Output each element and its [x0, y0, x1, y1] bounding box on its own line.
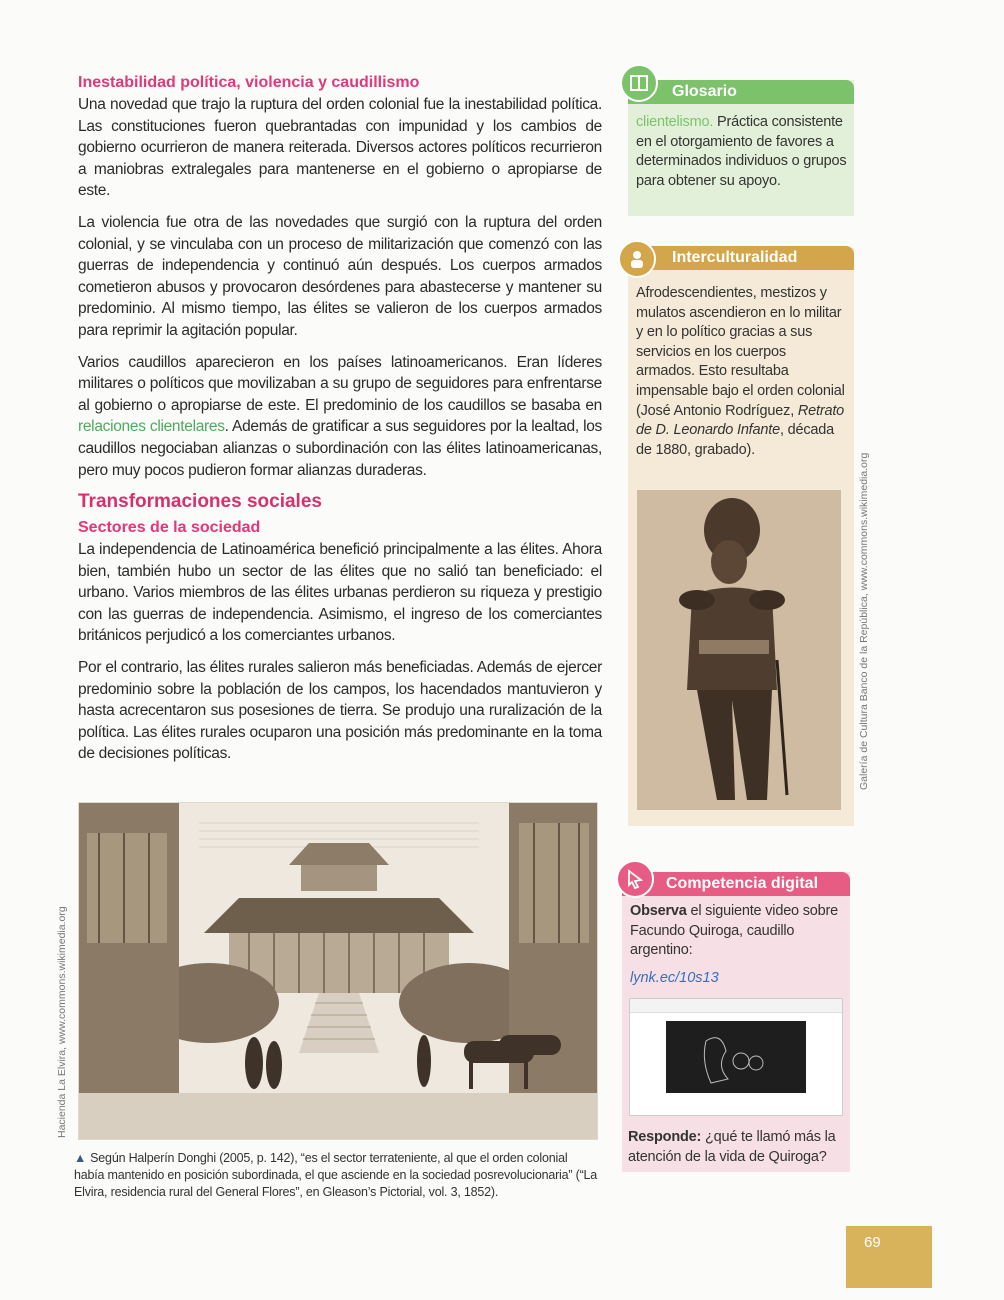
- paragraph-urban-elites: La independencia de Latinoamérica benefició principalmente a las élites. Ahora bien, también hubo un sector de las élites que no salió tan beneficiado: el urbano. Varios miembros de las élites urbanas perdieron su riqueza y prestigio con las guerras de independencia. Asimismo, el ingreso de los comerciantes británicos perjudicó a los comerciantes urbanos.: [78, 541, 602, 645]
- main-column: [78, 70, 602, 775]
- paragraph-instability: Una novedad que trajo la ruptura del orden colonial fue la inestabilidad política. Las constituciones fueron quebrantadas con impunidad y los cambios de gobierno ocurrieron de manera reiterada. Diversos actores políticos recurrieron a maniobras extralegales para mantenerse en el gobierno o apropiarse de este.: [78, 96, 602, 200]
- competencia-question: [628, 1128, 846, 1167]
- paragraph-violence: La violencia fue otra de las novedades que surgió con la ruptura del orden colonial, y se vinculaba con un proceso de militarización que comenzó con las guerras de independencia y continuó aún después. Los cuerpos armados cometieron abusos y provocaron desórdenes para abastecerse y mantener su predominio. Al mismo tiempo, las élites se valieron de los cuerpos armados para reprimir la agitación popular.: [78, 213, 602, 339]
- page-number: 69: [846, 1226, 932, 1288]
- glosario-term: clientelismo.: [636, 114, 714, 130]
- portrait-leonardo-infante: [637, 490, 841, 810]
- interculturalidad-text: [636, 284, 848, 460]
- competencia-lead-bold: Observa: [630, 903, 687, 919]
- caption-triangle-icon: ▲: [74, 1151, 87, 1165]
- video-player-screen[interactable]: [666, 1021, 806, 1093]
- people-icon: [618, 240, 656, 278]
- subheading-sectores: Sectores de la sociedad: [78, 519, 261, 537]
- portrait-illustration: [637, 490, 841, 810]
- figure-caption: [74, 1150, 598, 1201]
- paragraph-caudillos-text-1: Varios caudillos aparecieron en los países latinoamericanos. Eran líderes militares o políticos que movilizaban a su grupo de seguidores para enfrentarse al gobierno o apropiarse de este. El predominio de los caudillos se basaba en: [78, 353, 602, 414]
- section-heading-transformaciones: Transformaciones sociales: [78, 491, 322, 513]
- video-browser-bar: [630, 999, 842, 1013]
- paragraph-rural-elites: Por el contrario, las élites rurales salieron más beneficiadas. Además de ejercer predominio sobre la población de los campos, los hacendados mantuvieron y hasta acrecentaron sus posesiones de tierra. Se produjo una ruralización de la política. Las élites rurales ocuparon una posición más predominante en la toma de decisiones políticas.: [78, 659, 602, 763]
- interculturalidad-text-1: Afrodescendientes, mestizos y mulatos ascendieron en lo militar y en lo político gracias a sus servicios en los cuerpos armados. Esto resultaba impensable bajo el orden colonial (José Antonio Rodríguez,: [636, 285, 845, 419]
- cursor-icon: [616, 860, 654, 898]
- glossary-link-relaciones-clientelares[interactable]: relaciones clientelares: [78, 418, 225, 436]
- competencia-instruction: [630, 902, 844, 961]
- interculturalidad-header: Interculturalidad: [628, 246, 854, 270]
- competencia-digital-header: Competencia digital: [622, 872, 850, 896]
- paragraph-caudillos: [78, 352, 602, 482]
- glosario-header: Glosario: [628, 80, 854, 104]
- competencia-ask-bold: Responde:: [628, 1129, 702, 1145]
- book-icon: [620, 64, 658, 102]
- image-credit-right: Galería de Cultura Banco de la República, www.commons.wikimedia.org: [858, 452, 870, 790]
- caption-text: Según Halperín Donghi (2005, p. 142), “es el sector terrateniente, al que el orden colonial había mantenido en posición subordinada, el que asciende en la sociedad posrevolucionaria” (“La Elvira, residencia rural del General Flores”, en Gleason’s Pictorial, vol. 3, 1852).: [74, 1151, 598, 1199]
- engraving-hacienda-la-elvira: [78, 802, 598, 1140]
- interculturalidad-text-2: , década de 1880, grabado).: [636, 422, 834, 458]
- glosario-definition: [636, 113, 848, 191]
- paragraph-caudillos-text-2: . Además de gratificar a sus seguidores por la lealtad, los caudillos negociaban alianzas o subordinación con las élites latinoamericanas, pero muy pocos pudieron formar alianzas duraderas.: [78, 418, 602, 479]
- map-sketch-icon: [666, 1021, 806, 1093]
- section-heading-instability: Inestabilidad política, violencia y caudillismo: [78, 74, 420, 91]
- competencia-lead-text: el siguiente video sobre Facundo Quiroga, caudillo argentino:: [630, 903, 839, 959]
- video-link[interactable]: lynk.ec/10s13: [630, 970, 719, 986]
- glosario-definition-text: Práctica consistente en el otorgamiento de favores a determinados individuos o grupos para obtener su apoyo.: [636, 114, 847, 189]
- video-thumbnail[interactable]: [629, 998, 843, 1116]
- engraving-illustration: [79, 803, 598, 1140]
- competencia-ask-text: ¿qué te llamó más la atención de la vida de Quiroga?: [628, 1129, 836, 1165]
- image-credit-left: Hacienda La Elvira, www.commons.wikimedia.org: [56, 906, 68, 1138]
- interculturalidad-artwork-title: Retrato de D. Leonardo Infante: [636, 402, 845, 439]
